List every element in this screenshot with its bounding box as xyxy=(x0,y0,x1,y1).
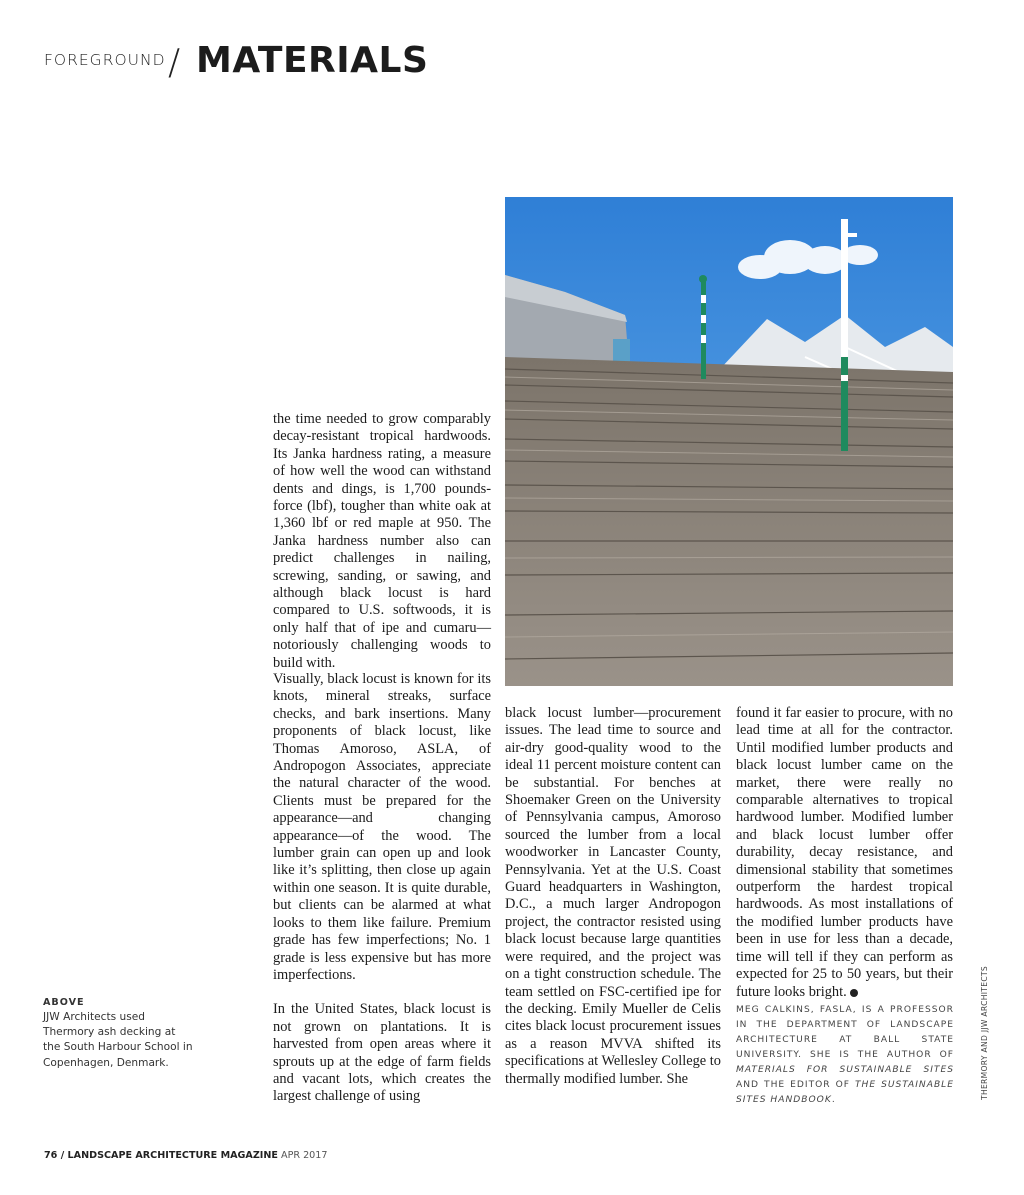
column-2 xyxy=(505,705,721,1105)
book-title: MATERIALS FOR SUSTAINABLE SITES xyxy=(736,1065,954,1075)
body-paragraph: In the United States, black locust is not grown on plantations. It is harvested from open areas where it sprouts up at the edge of farm fields and vacant lots, which creates the largest challenge of using xyxy=(273,1001,491,1105)
header-slash: / xyxy=(168,42,181,83)
section-kicker: FOREGROUND xyxy=(44,51,166,69)
body-paragraph: the time needed to grow comparably decay-resistant tropical hardwoods. Its Janka hardness rating, a measure of how well the wood can withstand dents and dings, is 1,700 pounds-force (lbf), tougher than white oak at 1,360 lbf or red maple at 950. The Janka hardness number also can predict challenges in nailing, screwing, sanding, or sawing, and although black locust is hard compared to U.S. softwoods, it is only half that of ipe and cumaru—notoriously challenging woods to build with. xyxy=(273,411,491,671)
column-1 xyxy=(273,671,491,1123)
end-mark-icon xyxy=(850,989,858,997)
body-paragraph: Visually, black locust is known for its knots, mineral streaks, surface checks, and bark insertions. Many proponents of black locust, like Thomas Amoroso, ASLA, of Andropogon Associates, appreciate the natural character of the wood. Clients must be prepared for the appearance—and changing appearance—of the wood. The lumber grain can open up and look like it’s splitting, then close up again within one season. It is quite durable, but clients can be alarmed at what looks to them like failure. Premium grade has few imperfections; No. 1 grade is less expensive but has more imperfections. xyxy=(273,671,491,983)
author-bio: MEG CALKINS, FASLA, IS A PROFESSOR IN THE DEPARTMENT OF LANDSCAPE ARCHITECTURE AT BALL STATE UNIVERSITY. SHE IS THE AUTHOR OF MATERIALS FOR SUSTAINABLE SITES AND THE EDITOR OF THE SUSTAINABLE SITES HANDBOOK. xyxy=(736,1005,954,1105)
photo-caption xyxy=(43,996,193,1071)
section-title: MATERIALS xyxy=(196,40,429,81)
caption-text: JJW Architects used Thermory ash decking at the South Harbour School in Copenhagen, Denmark. xyxy=(43,1011,193,1069)
folio: 76 / LANDSCAPE ARCHITECTURE MAGAZINE xyxy=(44,1150,278,1161)
stair-photo-illustration xyxy=(505,197,953,686)
page-footer xyxy=(44,1150,328,1161)
stair-photo xyxy=(505,197,953,686)
column-3 xyxy=(736,705,953,1018)
issue-date: APR 2017 xyxy=(281,1150,328,1161)
caption-label: ABOVE xyxy=(43,997,85,1008)
column-1-top xyxy=(273,411,491,689)
body-paragraph xyxy=(736,705,953,1001)
body-paragraph: black locust lumber—procurement issues. The lead time to source and air-dry good-quality wood to the ideal 11 percent moisture content can be substantial. For benches at Shoemaker Green on the University of Pennsylvania campus, Amoroso sourced the lumber from a local woodworker in Lancaster County, Pennsylvania. Yet at the U.S. Coast Guard headquarters in Washington, D.C., a much larger Andropogon project, the contractor resisted using black locust because large quantities were required, and the project was on a tight construction schedule. The team settled on FSC-certified ipe for the decking. Emily Mueller de Celis cites black locust procurement issues as a reason MVVA shifted its specifications at Wellesley College to thermally modified lumber. She xyxy=(505,705,721,1087)
photo-credit: THERMORY AND JJW ARCHITECTS xyxy=(980,966,989,1100)
final-paragraph-text: found it far easier to procure, with no lead time at all for the contractor. Until modified lumber products and black locust lumber came on the market, there were really no comparable alternatives to tropical hardwood lumber. Modified lumber and black locust lumber offer durability, decay resistance, and dimensional stability that sometimes outperform the hardest tropical hardwoods. As most installations of the modified lumber products have been in use for less than a decade, time will tell if they can perform as expected for 25 to 50 years, but their future looks bright. xyxy=(736,705,953,1000)
book-title: THE SUSTAINABLE SITES HANDBOOK xyxy=(736,1080,954,1105)
